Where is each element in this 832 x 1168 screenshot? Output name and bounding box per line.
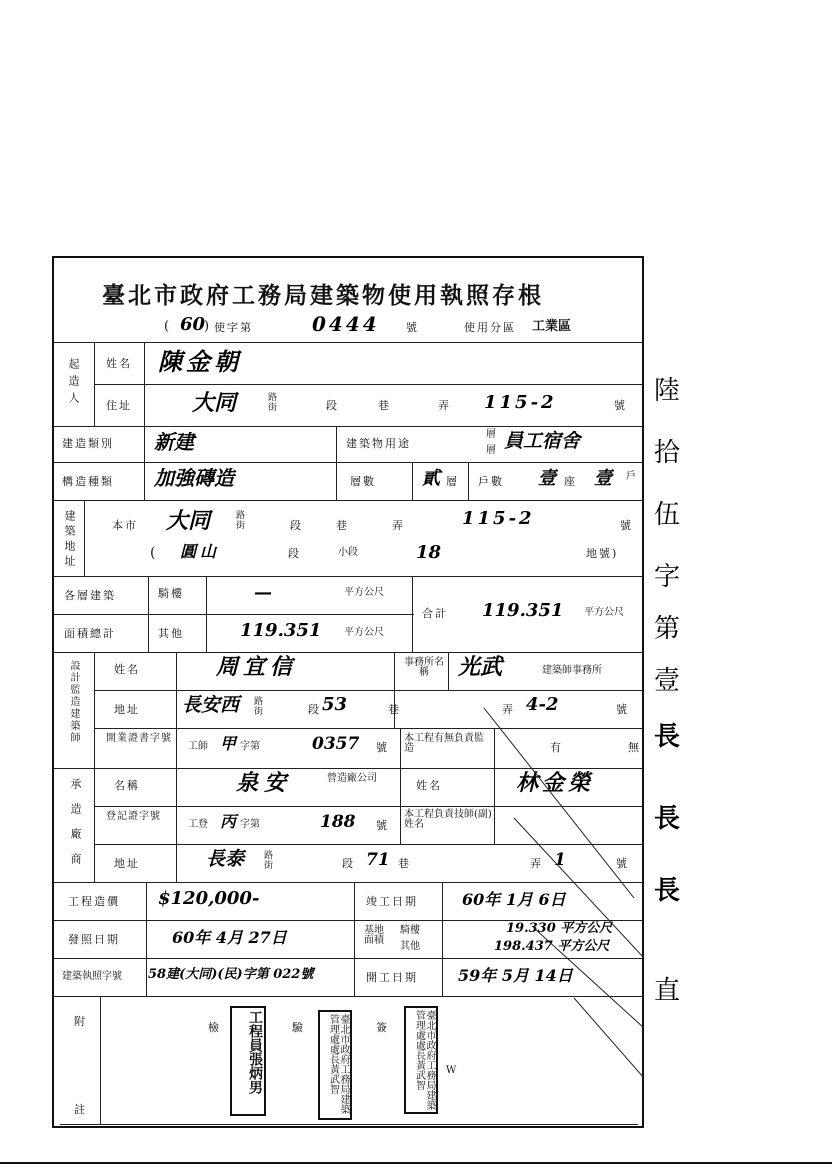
designer-license-hao: 號 <box>376 741 389 754</box>
designer-name-label: 姓名 <box>114 663 140 676</box>
contractor-duan: 段 <box>342 857 355 870</box>
completion-value: 60年 1月 6日 <box>462 890 566 909</box>
site-label: 建築地址 <box>63 510 76 570</box>
cost-label: 工程造價 <box>68 895 120 908</box>
designer-addr-no2: 4-2 <box>526 694 559 715</box>
designer-section-label: 設計監造建築師 <box>68 660 79 744</box>
margin-char: 直 <box>654 976 681 1006</box>
cost-value: $120,000- <box>158 888 260 909</box>
contractor-person-label: 姓名 <box>416 779 442 792</box>
units-unit: 戶 <box>626 471 636 482</box>
designer-name: 周宜信 <box>216 654 298 680</box>
rule <box>448 652 449 690</box>
site-duan: 段 <box>290 519 303 532</box>
rule <box>146 882 147 996</box>
total-unit: 平方公尺 <box>584 607 624 618</box>
rule <box>206 576 207 652</box>
completion-label: 竣工日期 <box>366 895 418 908</box>
units-value-2: 壹 <box>594 468 612 489</box>
margin-char: 第 <box>654 614 681 644</box>
rule <box>400 728 401 768</box>
applicant-hao: 號 <box>614 399 627 412</box>
usage-label: 建築物用途 <box>346 437 411 450</box>
rule <box>148 576 149 652</box>
contractor-reg-label: 登記證字號 <box>106 811 161 822</box>
construction-type-label: 建造類別 <box>62 437 114 450</box>
site-area-value-1: 19.330 平方公尺 <box>506 921 613 936</box>
applicant-name: 陳金朝 <box>158 347 242 376</box>
site-land-duan: 段 <box>288 547 301 560</box>
margin-char: 字 <box>654 562 681 592</box>
units-mid: 座 <box>564 475 577 488</box>
units-label: 戶數 <box>478 475 504 488</box>
designer-street: 長安西 <box>182 694 240 716</box>
supervisor-label: 本工程有無負責監造 <box>404 733 484 754</box>
units-value: 壹 <box>538 468 556 489</box>
issue-value: 60年 4月 27日 <box>172 928 287 947</box>
contractor-reg-prefix: 工登 <box>188 819 208 830</box>
form-title: 臺北市政府工務局建築物使用執照存根 <box>102 282 544 309</box>
applicant-section-label: 起造人 <box>67 358 80 409</box>
rule <box>54 576 642 577</box>
designer-xiang: 巷 <box>388 703 401 716</box>
margin-char: 壹 <box>654 666 681 696</box>
usage-value: 員工宿舍 <box>504 430 581 452</box>
rule <box>94 342 95 426</box>
site-area-label: 基地面積 <box>364 925 384 946</box>
rule <box>54 342 642 343</box>
contractor-name: 泉安 <box>236 770 293 796</box>
rule <box>54 426 642 427</box>
inspector-stamp: 工程員張炳男 <box>230 1006 266 1116</box>
site-city: 本市 <box>112 519 138 532</box>
designer-license-class: 甲 <box>220 734 237 753</box>
site-land-sub: 小段 <box>338 547 358 558</box>
rule <box>60 1124 638 1125</box>
supervisor-yes: 有 <box>550 741 563 754</box>
contractor-street: 長泰 <box>206 848 245 870</box>
rule <box>54 652 642 653</box>
other-value: 119.351 <box>240 620 322 641</box>
applicant-street: 大同 <box>192 390 237 416</box>
designer-address-label: 地址 <box>114 703 140 716</box>
rule <box>54 500 642 501</box>
site-land-number: 18 <box>416 542 442 563</box>
rule <box>94 652 95 882</box>
contractor-hao: 號 <box>616 857 629 870</box>
site-land-section: 圓山 <box>180 542 221 561</box>
contractor-reg-hao: 號 <box>376 819 389 832</box>
other-label: 其他 <box>158 627 184 640</box>
qian-label: 簽 <box>376 1021 389 1034</box>
contractor-nong: 弄 <box>530 857 543 870</box>
license-hao: 號 <box>406 321 419 334</box>
license-number: 0444 <box>312 312 380 336</box>
start-label: 開工日期 <box>366 971 418 984</box>
small-mark: W <box>446 1065 457 1076</box>
arcade-unit: 平方公尺 <box>344 587 384 598</box>
margin-char: 陸 <box>654 376 681 406</box>
site-area-arcade: 騎樓 <box>400 925 420 936</box>
applicant-address-label: 住址 <box>106 399 132 412</box>
permit-label: 建築執照字號 <box>62 971 122 982</box>
site-street: 大同 <box>166 508 211 534</box>
designer-hao: 號 <box>616 703 629 716</box>
site-land-hao: 地號) <box>586 547 619 560</box>
site-lu-jie: 路街 <box>234 510 244 530</box>
contractor-reg-no: 188 <box>320 812 356 832</box>
contractor-xiang: 巷 <box>398 857 411 870</box>
contractor-address-label: 地址 <box>114 857 140 870</box>
applicant-number: 115-2 <box>484 392 557 413</box>
site-number: 115-2 <box>462 508 535 529</box>
contractor-section-label: 承造廠商 <box>69 778 82 878</box>
rule <box>144 342 145 426</box>
designer-office-suffix: 建築師事務所 <box>542 665 602 676</box>
usage-floor-2: 層 <box>486 445 496 456</box>
rule <box>336 426 337 462</box>
designer-office-label: 事務所名稱 <box>404 657 444 678</box>
contractor-reg-class: 丙 <box>220 812 237 831</box>
rule <box>412 576 413 652</box>
floors-value: 貳 <box>422 468 440 489</box>
arcade-value: — <box>254 582 272 603</box>
margin-char: 長 <box>654 722 681 752</box>
rule <box>442 882 443 996</box>
site-nong: 弄 <box>392 519 405 532</box>
designer-nong: 弄 <box>502 703 515 716</box>
applicant-name-label: 姓名 <box>106 357 132 370</box>
designer-license-label: 開業證書字號 <box>106 733 172 744</box>
notes-label-fu: 附 <box>74 1015 87 1028</box>
designer-lu-jie: 路街 <box>252 696 262 716</box>
floor-area-label-2: 面積總計 <box>64 627 116 640</box>
permit-value: 58建(大同)(民)字第 022號 <box>148 967 314 982</box>
rule <box>94 384 642 385</box>
approval-stamp-1: 臺北市政府工務局建築管理處處長黃武智 <box>318 1010 352 1120</box>
license-word: 使字第 <box>214 321 253 334</box>
jian2-label: 驗 <box>292 1021 305 1034</box>
designer-duan: 段 <box>308 703 321 716</box>
rule <box>54 462 642 463</box>
margin-char: 伍 <box>654 500 681 530</box>
rule <box>400 768 401 844</box>
construction-type-value: 新建 <box>154 430 194 454</box>
site-hao: 號 <box>620 519 633 532</box>
rule <box>336 462 337 500</box>
margin-char: 長 <box>654 804 681 834</box>
applicant-xiang: 巷 <box>378 399 391 412</box>
total-label: 合計 <box>422 607 448 620</box>
structure-value: 加強磚造 <box>154 466 234 490</box>
year-paren-open: ( <box>164 319 170 334</box>
margin-char: 長 <box>654 876 681 906</box>
rule <box>394 652 395 728</box>
designer-license-prefix: 工師 <box>188 741 208 752</box>
applicant-duan: 段 <box>326 399 339 412</box>
approval-stamp-2: 臺北市政府工務局建築管理處處長黃武智 <box>404 1006 438 1114</box>
notes-label-zhu: 註 <box>74 1103 87 1116</box>
license-stub-form <box>52 256 644 1128</box>
start-value: 59年 5月 14日 <box>458 966 573 985</box>
license-year: 60 <box>180 314 206 335</box>
rule <box>176 652 177 882</box>
other-unit: 平方公尺 <box>344 627 384 638</box>
site-xiang: 巷 <box>336 519 349 532</box>
rule <box>54 614 414 615</box>
rule <box>100 996 101 1124</box>
site-area-value-2: 198.437 平方公尺 <box>494 939 610 954</box>
inspector-jian-label: 檢 <box>208 1021 221 1034</box>
rule <box>354 882 355 996</box>
rule <box>144 426 145 500</box>
margin-char: 拾 <box>654 438 681 468</box>
arcade-label: 騎樓 <box>158 587 184 600</box>
floors-unit: 層 <box>446 475 459 488</box>
adjacent-page-margin <box>650 370 690 1030</box>
site-paren-open: ( <box>150 545 156 561</box>
usage-floor: 層 <box>486 429 496 440</box>
year-paren-close: ) <box>204 319 210 334</box>
applicant-lu-jie: 路街 <box>266 392 276 412</box>
structure-label: 構造種類 <box>62 475 114 488</box>
contractor-tech-label: 本工程負責技師(副)姓名 <box>404 809 492 830</box>
rule <box>468 462 469 500</box>
site-area-other: 其他 <box>400 941 420 952</box>
floors-label: 層數 <box>350 475 376 488</box>
supervisor-no: 無 <box>628 741 641 754</box>
contractor-reg-word: 字第 <box>240 819 260 830</box>
zone-label: 使用分區 <box>464 321 516 334</box>
rule <box>412 462 413 500</box>
contractor-name-label: 名稱 <box>114 779 140 792</box>
contractor-name-suffix: 營造廠公司 <box>327 773 377 784</box>
applicant-nong: 弄 <box>438 399 451 412</box>
designer-addr-number: 53 <box>322 694 348 715</box>
designer-license-word: 字第 <box>240 741 260 752</box>
rule <box>84 500 85 576</box>
zone-value: 工業區 <box>532 319 572 334</box>
total-value: 119.351 <box>482 600 564 621</box>
floor-area-label-1: 各層建築 <box>64 589 116 602</box>
contractor-addr-number: 71 <box>366 850 390 870</box>
torn-overlay-lines <box>474 694 646 1118</box>
contractor-person: 林金榮 <box>516 770 595 796</box>
designer-office: 光武 <box>458 654 503 680</box>
contractor-lu-jie: 路街 <box>262 850 272 870</box>
contractor-addr-end: 1 <box>554 850 566 870</box>
designer-license-no: 0357 <box>312 734 360 754</box>
scan-edge <box>0 1162 832 1164</box>
issue-label: 發照日期 <box>68 933 120 946</box>
